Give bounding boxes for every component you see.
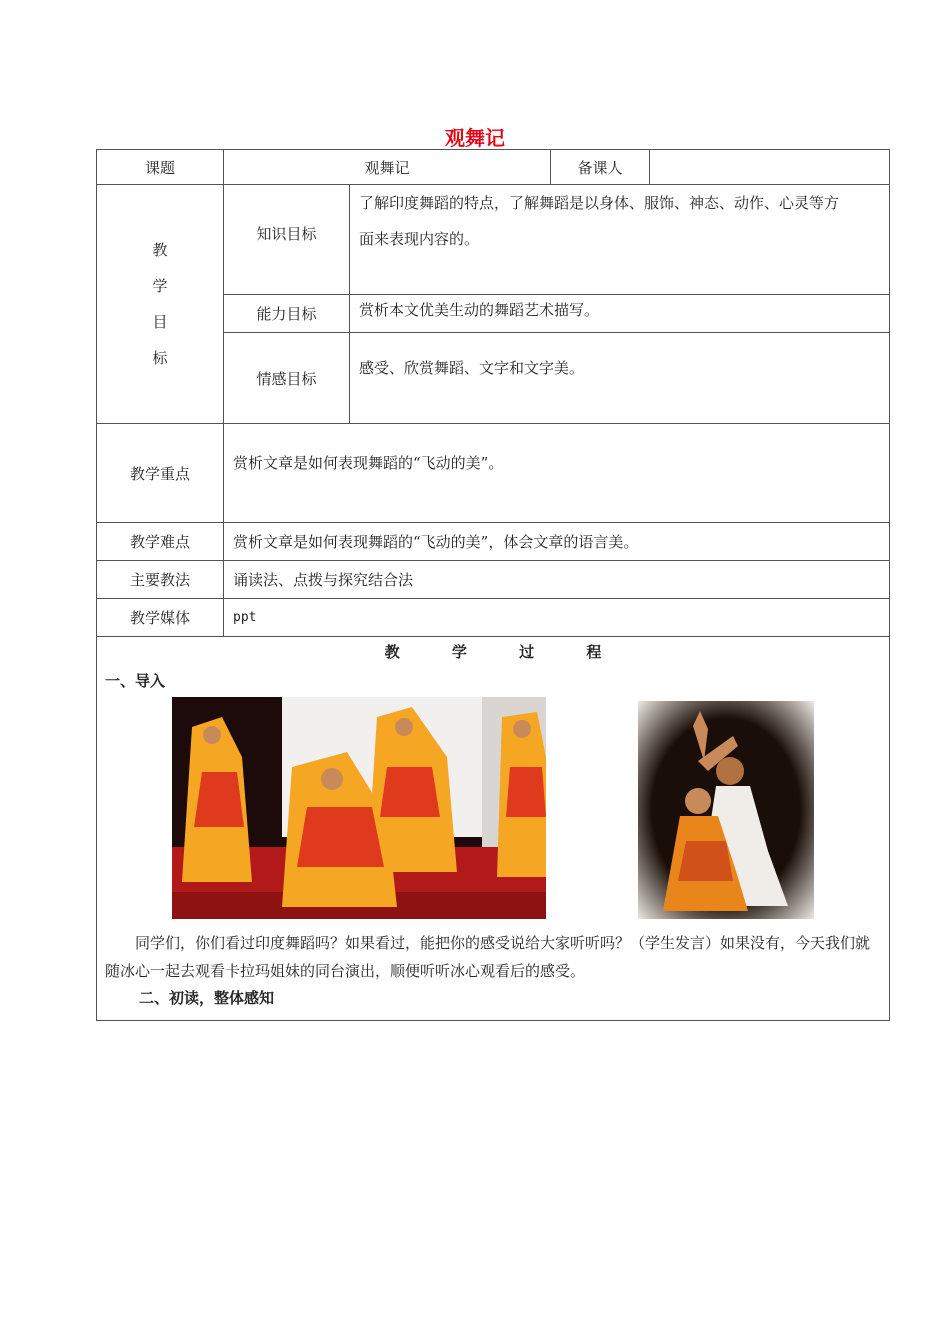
preparer-label: 备课人	[551, 150, 650, 185]
media-row	[97, 599, 890, 637]
objectives-label: 教 学 目 标	[97, 185, 224, 424]
section-read-heading: 二、初读，整体感知	[139, 989, 275, 1007]
topic-label: 课题	[97, 150, 224, 185]
duo-dancers-photo	[638, 701, 814, 919]
method-row	[97, 561, 890, 599]
media-label: 教学媒体	[97, 599, 224, 637]
photo-row	[97, 697, 889, 925]
intro-paragraph: 同学们，你们看过印度舞蹈吗？如果看过，能把你的感受说给大家听听吗？（学生发言）如果没有，今天我们就随冰心一起去观看卡拉玛姐妹的同台演出，顺便听听冰心观看后的感受。	[105, 934, 871, 980]
media-text: ppt	[224, 599, 890, 637]
ability-label: 能力目标	[224, 295, 350, 333]
method-label: 主要教法	[97, 561, 224, 599]
group-dancers-photo	[172, 697, 546, 919]
focus-label: 教学重点	[97, 424, 224, 523]
knowledge-label: 知识目标	[224, 185, 350, 295]
section-intro-heading: 一、导入	[105, 672, 166, 690]
focus-row	[97, 424, 890, 523]
page-title: 观舞记	[445, 126, 505, 150]
process-heading: 教 学 过 程	[384, 643, 602, 661]
process-cell	[97, 637, 890, 1021]
focus-text: 赏析文章是如何表现舞蹈的“飞动的美”。	[224, 424, 890, 523]
method-text: 诵读法、点拨与探究结合法	[224, 561, 890, 599]
knowledge-row	[97, 185, 890, 295]
emotion-label: 情感目标	[224, 333, 350, 424]
topic-row	[97, 150, 890, 185]
process-row	[97, 637, 890, 1021]
knowledge-text: 了解印度舞蹈的特点，了解舞蹈是以身体、服饰、神态、动作、心灵等方面来表现内容的。	[350, 185, 890, 295]
difficulty-label: 教学难点	[97, 523, 224, 561]
topic-value: 观舞记	[224, 150, 551, 185]
difficulty-text: 赏析文章是如何表现舞蹈的“飞动的美”，体会文章的语言美。	[224, 523, 890, 561]
emotion-text: 感受、欣赏舞蹈、文字和文字美。	[350, 333, 890, 424]
lesson-plan-table	[96, 149, 890, 1021]
ability-text: 赏析本文优美生动的舞蹈艺术描写。	[350, 295, 890, 333]
preparer-value	[650, 150, 890, 185]
difficulty-row	[97, 523, 890, 561]
